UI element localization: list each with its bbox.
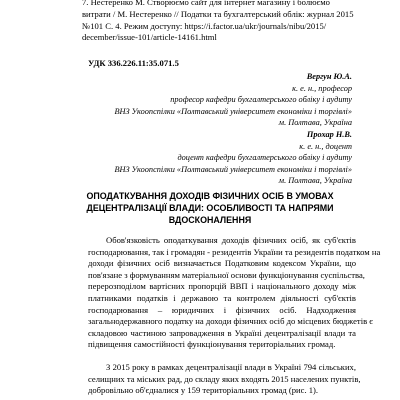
paragraph-line: З 2015 року в рамках децентралізації влади в Україні 794 сільських,	[106, 361, 356, 372]
author-position: доцент кафедри бухгалтерського обліку і аудиту	[177, 153, 352, 163]
authors-block	[62, 71, 352, 187]
author-degree: к. е. н., доцент	[299, 141, 352, 151]
paragraph-line: підвищення самостійності функціонування територіальних громад.	[88, 339, 336, 350]
reference-line: №101 С. 4. Режим доступу: https://i.factor.ua/ukr/journals/nibu/2015/	[82, 20, 327, 31]
paragraph-line: господарювання – юридичних і фізичних осіб. Надходження	[88, 304, 356, 315]
paragraph-line: господарювання, так і громадян - резидентів України та резидентів податком на	[88, 246, 381, 257]
paragraph-line: доходи фізичних осіб визначається Податковим кодексом України, що	[88, 258, 356, 269]
reference-line: 7. Нестеренко М. Створюємо сайт для інтернет магазину і болюємо	[82, 0, 330, 7]
udk-code: УДК 336.226.11:35.071.5	[88, 58, 179, 68]
reference-entry	[82, 0, 352, 44]
author-city: м. Полтава, Україна	[278, 176, 352, 186]
paragraph-line: Обов'язковість оподаткування доходів фізичних осіб, як суб'єктів	[106, 235, 356, 245]
paragraph-line: пов'язане з формуванням матеріальної основи функціонування суспільства,	[88, 269, 365, 280]
author-position: професор кафедри бухгалтерського обліку і аудиту	[170, 95, 352, 105]
reference-line: december/issue-101/article-14161.html	[82, 32, 217, 43]
paragraph-line: складовою частиною запровадження в Україні децентралізації влади та	[88, 327, 356, 338]
reference-line: витрати / М. Нестеренко // Податки та бухгалтерський облік: журнал 2015	[82, 8, 354, 19]
title-line: ОПОДАТКУВАННЯ ДОХОДІВ ФІЗИЧНИХ ОСІБ В УМОВАХ	[86, 191, 334, 201]
paragraph-line: селищних та міських рад, до складу яких входять 2015 населених пунктів,	[88, 373, 361, 384]
article-title	[70, 191, 350, 226]
paragraph-line: добровільно об'єдналися у 159 територіальних громад (рис. 1).	[88, 385, 319, 396]
author-affiliation: ВНЗ Укоопспілки «Полтавський університет економіки і торгівлі»	[114, 164, 352, 174]
author-name: Вергун Ю.А.	[306, 72, 352, 81]
paragraph-line: платниками податків і державою та контролем діяльності суб'єктів	[88, 292, 356, 303]
paragraph-line: загальнодержавного податку на доходи фізичних осіб до місцевих бюджетів є	[88, 316, 373, 327]
paragraph-line: перерозподілом вартісних пропорцій ВВП і національного доходу між	[88, 281, 356, 292]
author-name: Прохар Н.В.	[306, 129, 352, 139]
author-affiliation: ВНЗ Укоопспілки «Полтавський університет економіки і торгівлі»	[114, 106, 352, 116]
author-city: м. Полтава, Україна	[278, 118, 352, 128]
author-degree: к. е. н., професор	[292, 83, 352, 93]
title-line: ВДОСКОНАЛЕННЯ	[168, 214, 252, 225]
article-body	[88, 235, 381, 397]
title-line: ДЕЦЕНТРАЛІЗАЦІЇ ВЛАДИ: ОСОБЛИВОСТІ ТА НАПРЯМИ	[86, 202, 334, 213]
